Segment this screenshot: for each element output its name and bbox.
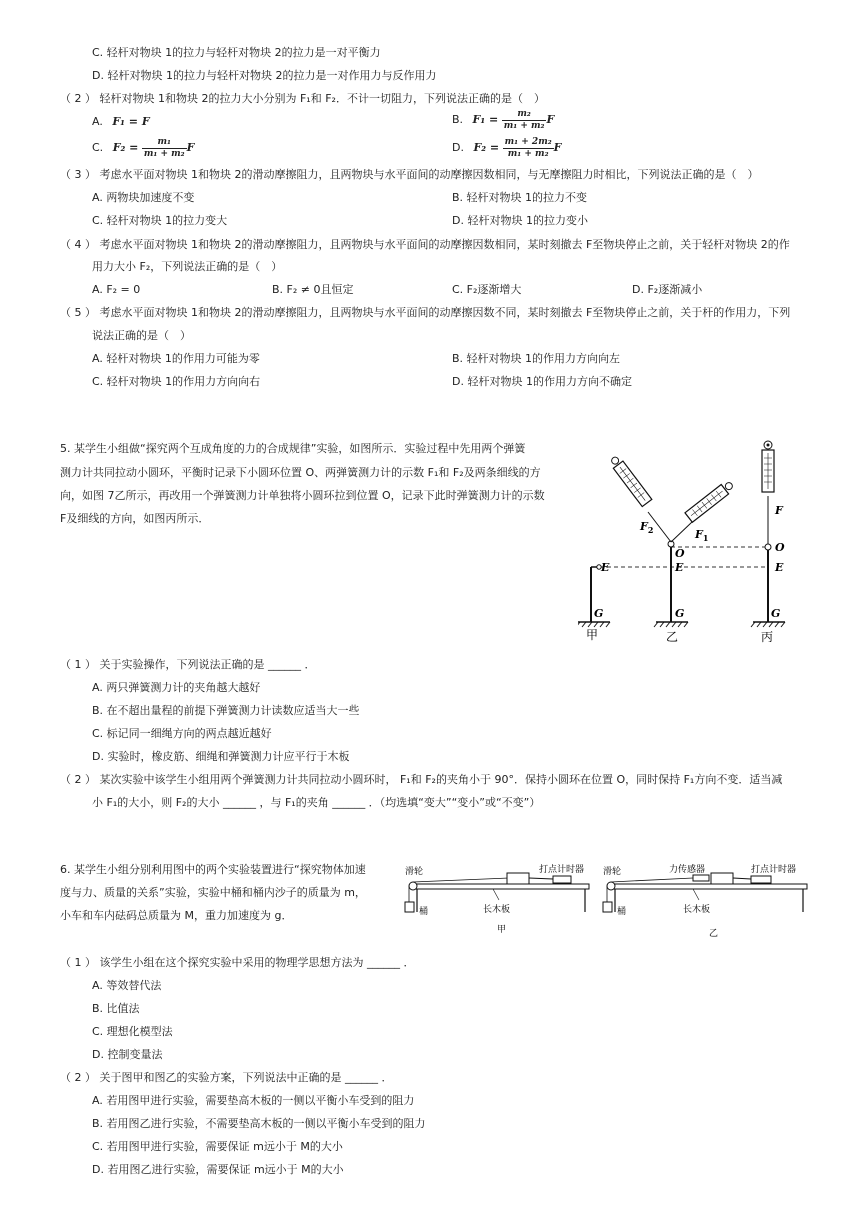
q6-p1-option-a: A. 等效替代法 (92, 979, 162, 992)
q4-p4-option-c: C. F₂逐渐增大 (452, 283, 522, 296)
numerator: m₂ (502, 109, 547, 121)
apparatus-jia (405, 863, 589, 935)
timer-label-yi: 打点计时器 (751, 865, 797, 875)
denominator: m₁ + m₂ (503, 120, 545, 131)
q4-p3-option-d: D. 轻杆对物块 1的拉力变小 (452, 214, 588, 227)
formula-tail: F (546, 113, 555, 126)
q4-p4-stem-line2: 用力大小 F₂，下列说法正确的是（ ） (92, 260, 283, 273)
q4-p3-option-c: C. 轻杆对物块 1的拉力变大 (92, 214, 228, 227)
q5-p1-option-b: B. 在不超出量程的前提下弹簧测力计读数应适当大一些 (92, 704, 360, 717)
q4-p4-stem-line1: （ 4 ） 考虑水平面对物块 1和物块 2的滑动摩擦阻力，且两物块与水平面间的动摩擦因数相同，某时刻撤去 F至物块停止之前，关于轻杆对物块 2的作 (60, 238, 790, 251)
q6-p1-stem: （ 1 ） 该学生小组在这个探究实验中采用的物理学思想方法为 ______ ． (60, 956, 415, 969)
q4-p3-option-b: B. 轻杆对物块 1的拉力不变 (452, 191, 588, 204)
q6-p2-option-d: D. 若用图乙进行实验，需要保证 m远小于 M的大小 (92, 1163, 344, 1176)
option-label: A. (92, 115, 103, 128)
board-label-jia: 长木板 (483, 905, 511, 915)
q6-p2-option-c: C. 若用图甲进行实验，需要保证 m远小于 M的大小 (92, 1140, 343, 1153)
q4-p2-option-b (452, 108, 554, 132)
q4-p2-stem: （ 2 ） 轻杆对物块 1和物块 2的拉力大小分别为 F₁和 F₂．不计一切阻力，下列说法正确的是（ ） (60, 92, 545, 105)
numerator: m₁ (142, 137, 187, 149)
q6-p1-option-d: D. 控制变量法 (92, 1048, 163, 1061)
q4-p5-stem-line2: 说法正确的是（ ） (92, 329, 191, 342)
denominator: m₁ + m₂ (507, 148, 549, 159)
formula-lhs: F₂ = (473, 141, 500, 154)
apparatus-yi (603, 863, 807, 939)
q5-intro-line3: 向，如图 7乙所示，再改用一个弹簧测力计单独将小圆环拉到位置 O，记录下此时弹簧测力计的示数 (60, 489, 545, 502)
label-o-bing: O (775, 541, 785, 554)
q6-intro-line1: 6. 某学生小组分别利用图中的两个实验装置进行“探究物体加速 (60, 863, 366, 876)
bucket-label-yi: 桶 (617, 907, 627, 917)
sensor-label-yi: 力传感器 (669, 865, 706, 875)
label-jia: 甲 (586, 628, 599, 642)
q4-p3-option-a: A. 两物块加速度不变 (92, 191, 195, 204)
label-g-bing: G (771, 607, 781, 620)
label-f-bing: F (775, 504, 783, 517)
q5-force-figure (578, 436, 810, 648)
denominator: m₁ + m₂ (143, 148, 185, 159)
q4-p2-option-d (452, 136, 561, 160)
caption-yi: 乙 (709, 929, 719, 939)
option-label: B. (452, 113, 464, 126)
caption-jia: 甲 (497, 925, 507, 935)
fraction (142, 137, 187, 160)
label-o-yi: O (675, 547, 685, 560)
label-e-jia: E (601, 561, 610, 574)
q6-p2-option-a: A. 若用图甲进行实验，需要垫高木板的一侧以平衡小车受到的阻力 (92, 1094, 415, 1107)
bucket-label-jia: 桶 (419, 907, 429, 917)
label-yi: 乙 (666, 630, 679, 644)
formula-tail: F (553, 141, 562, 154)
label-g-jia: G (594, 607, 604, 620)
label-f1: $F_1$ (695, 528, 709, 543)
q4-p5-stem-line1: （ 5 ） 考虑水平面对物块 1和物块 2的滑动摩擦阻力，且两物块与水平面间的动摩擦因数不同，某时刻撤去 F至物块停止之前，关于杆的作用力，下列 (60, 306, 791, 319)
formula-lhs: F₁ = (472, 113, 499, 126)
q6-intro-line3: 小车和车内砝码总质量为 M，重力加速度为 g． (60, 909, 293, 922)
q5-p1-stem: （ 1 ） 关于实验操作，下列说法正确的是 ______ ． (60, 658, 316, 671)
formula: F₁ = F (112, 115, 150, 128)
formula-tail: F (186, 141, 195, 154)
q5-p2-line2: 小 F₁的大小，则 F₂的大小 ______ ，与 F₁的夹角 ______ ．（均选填“变大”“变小”或“不变”） (92, 796, 541, 809)
q4-p3-stem: （ 3 ） 考虑水平面对物块 1和物块 2的滑动摩擦阻力，且两物块与水平面间的动摩擦因数相同，与无摩擦阻力时相比，下列说法正确的是（ ） (60, 168, 759, 181)
label-e-yi: E (675, 561, 684, 574)
q6-p1-option-b: B. 比值法 (92, 1002, 140, 1015)
q4-p2-option-a (92, 114, 150, 130)
label-e-bing: E (775, 561, 784, 574)
q4-p4-option-b: B. F₂ ≠ 0且恒定 (272, 283, 354, 296)
q5-intro-line2: 测力计共同拉动小圆环，平衡时记录下小圆环位置 O、两弹簧测力计的示数 F₁和 F₂及两条细线的方 (60, 466, 541, 479)
timer-label-jia: 打点计时器 (539, 865, 585, 875)
formula-lhs: F₂ = (112, 141, 139, 154)
option-label: C. (92, 141, 104, 154)
q5-p1-option-d: D. 实验时，橡皮筋、细绳和弹簧测力计应平行于木板 (92, 750, 350, 763)
q5-intro-line1: 5. 某学生小组做“探究两个互成角度的力的合成规律”实验，如图所示．实验过程中先用两个弹簧 (60, 442, 526, 455)
pulley-label-yi: 滑轮 (603, 867, 622, 877)
pulley-label-jia: 滑轮 (405, 867, 424, 877)
q6-p1-option-c: C. 理想化模型法 (92, 1025, 173, 1038)
q6-p2-stem: （ 2 ） 关于图甲和图乙的实验方案，下列说法中正确的是 ______ ． (60, 1071, 393, 1084)
label-bing: 丙 (761, 630, 774, 644)
q5-p1-option-c: C. 标记同一细绳方向的两点越近越好 (92, 727, 272, 740)
q4-p5-option-d: D. 轻杆对物块 1的作用力方向不确定 (452, 375, 632, 388)
option-label: D. (452, 141, 464, 154)
q6-intro-line2: 度与力、质量的关系”实验，实验中桶和桶内沙子的质量为 m， (60, 886, 366, 899)
numerator: m₁ + 2m₂ (504, 136, 552, 147)
q6-p2-option-b: B. 若用图乙进行实验，不需要垫高木板的一侧以平衡小车受到的阻力 (92, 1117, 426, 1130)
q4-p4-option-d: D. F₂逐渐减小 (632, 283, 703, 296)
label-g-yi: G (675, 607, 685, 620)
q4-p2-option-c (92, 136, 194, 160)
q5-p1-option-a: A. 两只弹簧测力计的夹角越大越好 (92, 681, 261, 694)
q5-intro-line4: F及细线的方向，如图丙所示． (60, 512, 210, 525)
q4-p5-option-c: C. 轻杆对物块 1的作用力方向向右 (92, 375, 261, 388)
q6-apparatus-figure (403, 862, 811, 946)
q5-p2-line1: （ 2 ） 某次实验中该学生小组用两个弹簧测力计共同拉动小圆环时， F₁和 F₂的夹角小于 90°．保持小圆环在位置 O，同时保持 F₁方向不变．适当减 (60, 773, 783, 786)
board-label-yi: 长木板 (683, 905, 711, 915)
q4-p1-option-d: D. 轻杆对物块 1的拉力与轻杆对物块 2的拉力是一对作用力与反作用力 (92, 69, 437, 82)
q4-p5-option-a: A. 轻杆对物块 1的作用力可能为零 (92, 352, 260, 365)
fraction (503, 137, 554, 160)
fraction (502, 109, 547, 132)
q4-p4-option-a: A. F₂ = 0 (92, 283, 141, 296)
q4-p1-option-c: C. 轻杆对物块 1的拉力与轻杆对物块 2的拉力是一对平衡力 (92, 46, 381, 59)
q4-p5-option-b: B. 轻杆对物块 1的作用力方向向左 (452, 352, 621, 365)
label-f2: $F_2$ (640, 520, 654, 535)
